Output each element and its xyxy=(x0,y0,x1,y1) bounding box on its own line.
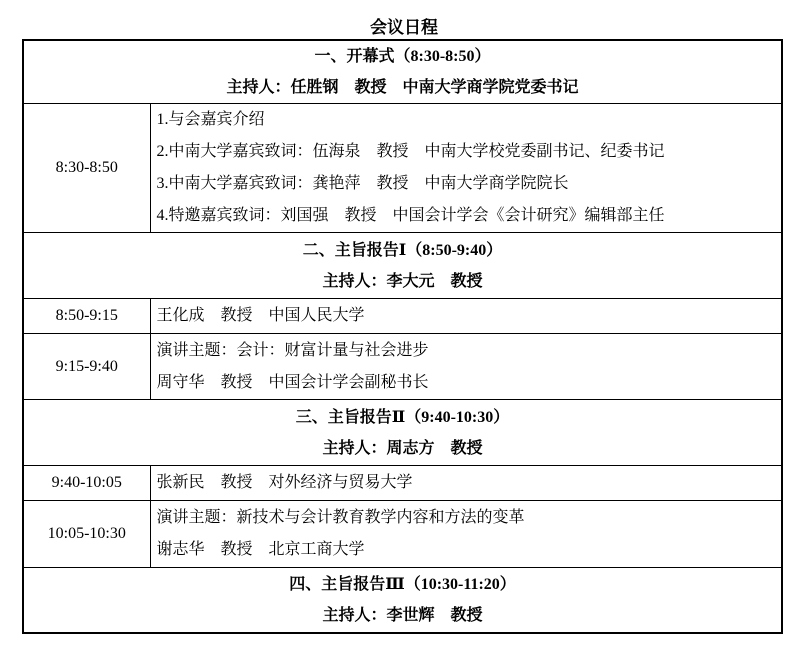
table-row xyxy=(23,334,782,400)
time-cell: 10:05-10:30 xyxy=(23,501,150,568)
table-row xyxy=(23,501,782,568)
table-row xyxy=(23,299,782,334)
content-cell xyxy=(150,501,782,568)
content-cell xyxy=(150,334,782,400)
section-header-row xyxy=(23,400,782,466)
section-header-cell xyxy=(23,400,782,466)
time-cell: 9:40-10:05 xyxy=(23,466,150,501)
agenda-table xyxy=(22,39,783,634)
section-header-cell xyxy=(23,233,782,299)
agenda-line: 2.中南大学嘉宾致词：伍海泉 教授 中南大学校党委副书记、纪委书记 xyxy=(156,143,665,160)
content-cell xyxy=(150,299,782,334)
agenda-line: 4.特邀嘉宾致词：刘国强 教授 中国会计学会《会计研究》编辑部主任 xyxy=(156,207,665,224)
agenda-line: 张新民 教授 对外经济与贸易大学 xyxy=(156,474,413,491)
agenda-line: 1.与会嘉宾介绍 xyxy=(156,111,265,128)
section-host: 主持人：周志方 教授 xyxy=(322,439,483,457)
content-cell xyxy=(150,466,782,501)
time-cell: 8:30-8:50 xyxy=(23,104,150,233)
section-host: 主持人：任胜钢 教授 中南大学商学院党委书记 xyxy=(226,79,579,96)
section-header-cell xyxy=(23,568,782,633)
agenda-line: 谢志华 教授 北京工商大学 xyxy=(156,541,365,558)
section-host: 主持人：李大元 教授 xyxy=(322,272,483,290)
section-header-row xyxy=(23,568,782,633)
time-cell: 8:50-9:15 xyxy=(23,299,150,334)
agenda-line: 演讲主题：会计：财富计量与社会进步 xyxy=(156,341,429,359)
table-row xyxy=(23,104,782,233)
agenda-line: 周守华 教授 中国会计学会副秘书长 xyxy=(156,373,429,391)
section-header-row xyxy=(23,40,782,104)
time-cell: 9:15-9:40 xyxy=(23,334,150,400)
agenda-line: 王化成 教授 中国人民大学 xyxy=(156,307,365,324)
section-heading: 二、主旨报告Ⅰ（8:50-9:40） xyxy=(302,241,503,259)
agenda-line: 3.中南大学嘉宾致词：龚艳萍 教授 中南大学商学院院长 xyxy=(156,175,569,192)
table-row xyxy=(23,466,782,501)
section-header-row xyxy=(23,233,782,299)
section-heading: 一、开幕式（8:30-8:50） xyxy=(314,48,491,65)
section-heading: 四、主旨报告Ⅲ（10:30-11:20） xyxy=(289,575,516,593)
section-host: 主持人：李世辉 教授 xyxy=(322,606,483,624)
section-header-cell xyxy=(23,40,782,104)
content-cell xyxy=(150,104,782,233)
agenda-line: 演讲主题：新技术与会计教育教学内容和方法的变革 xyxy=(156,509,525,526)
section-heading: 三、主旨报告Ⅱ（9:40-10:30） xyxy=(295,408,510,426)
page-title: 会议日程 xyxy=(370,18,438,37)
